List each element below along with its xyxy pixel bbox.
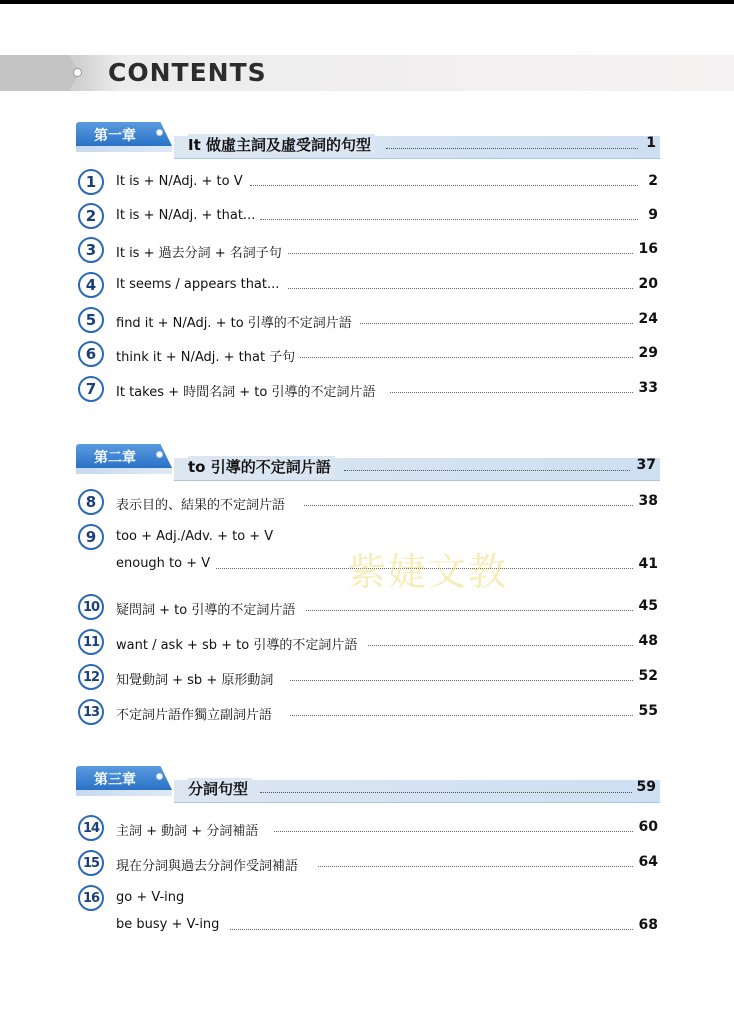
chapter-2-header[interactable] <box>76 444 660 478</box>
toc-entry[interactable] <box>78 271 658 299</box>
chapter-page: 59 <box>636 779 656 795</box>
leader-dots <box>360 323 633 324</box>
chapter-3-header[interactable] <box>76 766 660 800</box>
chapter-dot-icon <box>156 451 163 458</box>
entry-title: go + V-ing <box>116 890 188 905</box>
chapter-label-underline <box>76 790 172 796</box>
entry-title: It seems / appears that... <box>116 277 283 292</box>
toc-entry[interactable] <box>78 884 658 940</box>
entry-number-badge: 16 <box>78 885 104 911</box>
entry-number-badge: 11 <box>78 629 104 655</box>
entry-title-line2: be busy + V-ing <box>116 917 223 932</box>
entry-number-badge: 7 <box>78 376 104 402</box>
toc-entry[interactable] <box>78 168 658 196</box>
leader-dots <box>344 470 630 471</box>
leader-dots <box>306 610 633 611</box>
leader-dots <box>386 148 638 149</box>
entry-number-badge: 2 <box>78 203 104 229</box>
entry-page: 41 <box>638 556 658 572</box>
leader-dots <box>368 645 633 646</box>
toc-entry[interactable] <box>78 663 658 691</box>
chapter-label-underline <box>76 146 172 152</box>
leader-dots <box>318 866 633 867</box>
entry-page: 38 <box>638 493 658 509</box>
top-border <box>0 0 734 4</box>
leader-dots <box>250 185 638 186</box>
entry-title: It takes + 時間名詞 + to 引導的不定詞片語 <box>116 381 379 400</box>
entry-number-badge: 14 <box>78 815 104 841</box>
leader-dots <box>230 929 633 930</box>
banner-tab <box>0 55 80 91</box>
leader-dots <box>290 715 633 716</box>
leader-dots <box>390 392 633 393</box>
chapter-title: 分詞句型 <box>188 778 252 799</box>
entry-title: 表示目的、結果的不定詞片語 <box>116 494 289 513</box>
chapter-label: 第三章 <box>94 772 136 788</box>
entry-page: 29 <box>638 345 658 361</box>
toc-entry[interactable] <box>78 628 658 656</box>
entry-title: It is + N/Adj. + that... <box>116 208 259 223</box>
entry-page: 48 <box>638 633 658 649</box>
page-title: CONTENTS <box>108 58 267 87</box>
chapter-dot-icon <box>156 773 163 780</box>
entry-page: 16 <box>638 241 658 257</box>
entry-page: 2 <box>648 173 658 189</box>
toc-entry[interactable] <box>78 814 658 842</box>
entry-title: 不定詞片語作獨立副詞片語 <box>116 704 276 723</box>
entry-page: 60 <box>638 819 658 835</box>
leader-dots <box>304 505 633 506</box>
toc-entry[interactable] <box>78 593 658 621</box>
leader-dots <box>260 792 632 793</box>
toc-entry[interactable] <box>78 202 658 230</box>
chapter-title: It 做虛主詞及虛受詞的句型 <box>188 134 375 155</box>
chapter-1-header[interactable] <box>76 122 660 156</box>
toc-entry[interactable] <box>78 849 658 877</box>
entry-number-badge: 5 <box>78 307 104 333</box>
entry-title: want / ask + sb + to 引導的不定詞片語 <box>116 634 361 653</box>
leader-dots <box>288 253 633 254</box>
chapter-label-underline <box>76 468 172 474</box>
entry-number-badge: 12 <box>78 664 104 690</box>
entry-number-badge: 8 <box>78 489 104 515</box>
leader-dots <box>300 357 633 358</box>
entry-number-badge: 3 <box>78 237 104 263</box>
entry-number-badge: 10 <box>78 594 104 620</box>
entry-page: 20 <box>638 276 658 292</box>
chapter-label: 第一章 <box>94 128 136 144</box>
toc-entry[interactable] <box>78 488 658 516</box>
entry-title: too + Adj./Adv. + to + V <box>116 529 277 544</box>
leader-dots <box>260 219 638 220</box>
entry-number-badge: 9 <box>78 524 104 550</box>
entry-number-badge: 15 <box>78 850 104 876</box>
entry-title-line2: enough to + V <box>116 556 214 571</box>
contents-banner <box>0 55 734 91</box>
entry-number-badge: 1 <box>78 169 104 195</box>
entry-number-badge: 6 <box>78 341 104 367</box>
chapter-title: to 引導的不定詞片語 <box>188 456 335 477</box>
entry-page: 24 <box>638 311 658 327</box>
chapter-page: 37 <box>636 457 656 473</box>
entry-title: 疑問詞 + to 引導的不定詞片語 <box>116 599 299 618</box>
chapter-label: 第二章 <box>94 450 136 466</box>
entry-page: 64 <box>638 854 658 870</box>
leader-dots <box>288 288 633 289</box>
chapter-page: 1 <box>646 135 656 151</box>
chapter-dot-icon <box>156 129 163 136</box>
leader-dots <box>290 680 633 681</box>
entry-title: think it + N/Adj. + that 子句 <box>116 346 299 365</box>
entry-title: 現在分詞與過去分詞作受詞補語 <box>116 855 302 874</box>
toc-entry[interactable] <box>78 340 658 368</box>
toc-entry[interactable] <box>78 236 658 264</box>
entry-page: 33 <box>638 380 658 396</box>
banner-dot-icon <box>73 68 82 77</box>
watermark-text: 紫婕文教 <box>348 550 509 594</box>
entry-page: 55 <box>638 703 658 719</box>
entry-title: find it + N/Adj. + to 引導的不定詞片語 <box>116 312 356 331</box>
entry-title: It is + N/Adj. + to V <box>116 174 247 189</box>
toc-entry[interactable] <box>78 375 658 403</box>
entry-title: 主詞 + 動詞 + 分詞補語 <box>116 820 262 839</box>
toc-entry[interactable] <box>78 698 658 726</box>
entry-number-badge: 13 <box>78 699 104 725</box>
leader-dots <box>274 831 633 832</box>
entry-number-badge: 4 <box>78 272 104 298</box>
entry-title: 知覺動詞 + sb + 原形動詞 <box>116 669 277 688</box>
entry-title: It is + 過去分詞 + 名詞子句 <box>116 242 286 261</box>
entry-page: 68 <box>638 917 658 933</box>
entry-page: 52 <box>638 668 658 684</box>
entry-page: 45 <box>638 598 658 614</box>
toc-entry[interactable] <box>78 306 658 334</box>
entry-page: 9 <box>648 207 658 223</box>
